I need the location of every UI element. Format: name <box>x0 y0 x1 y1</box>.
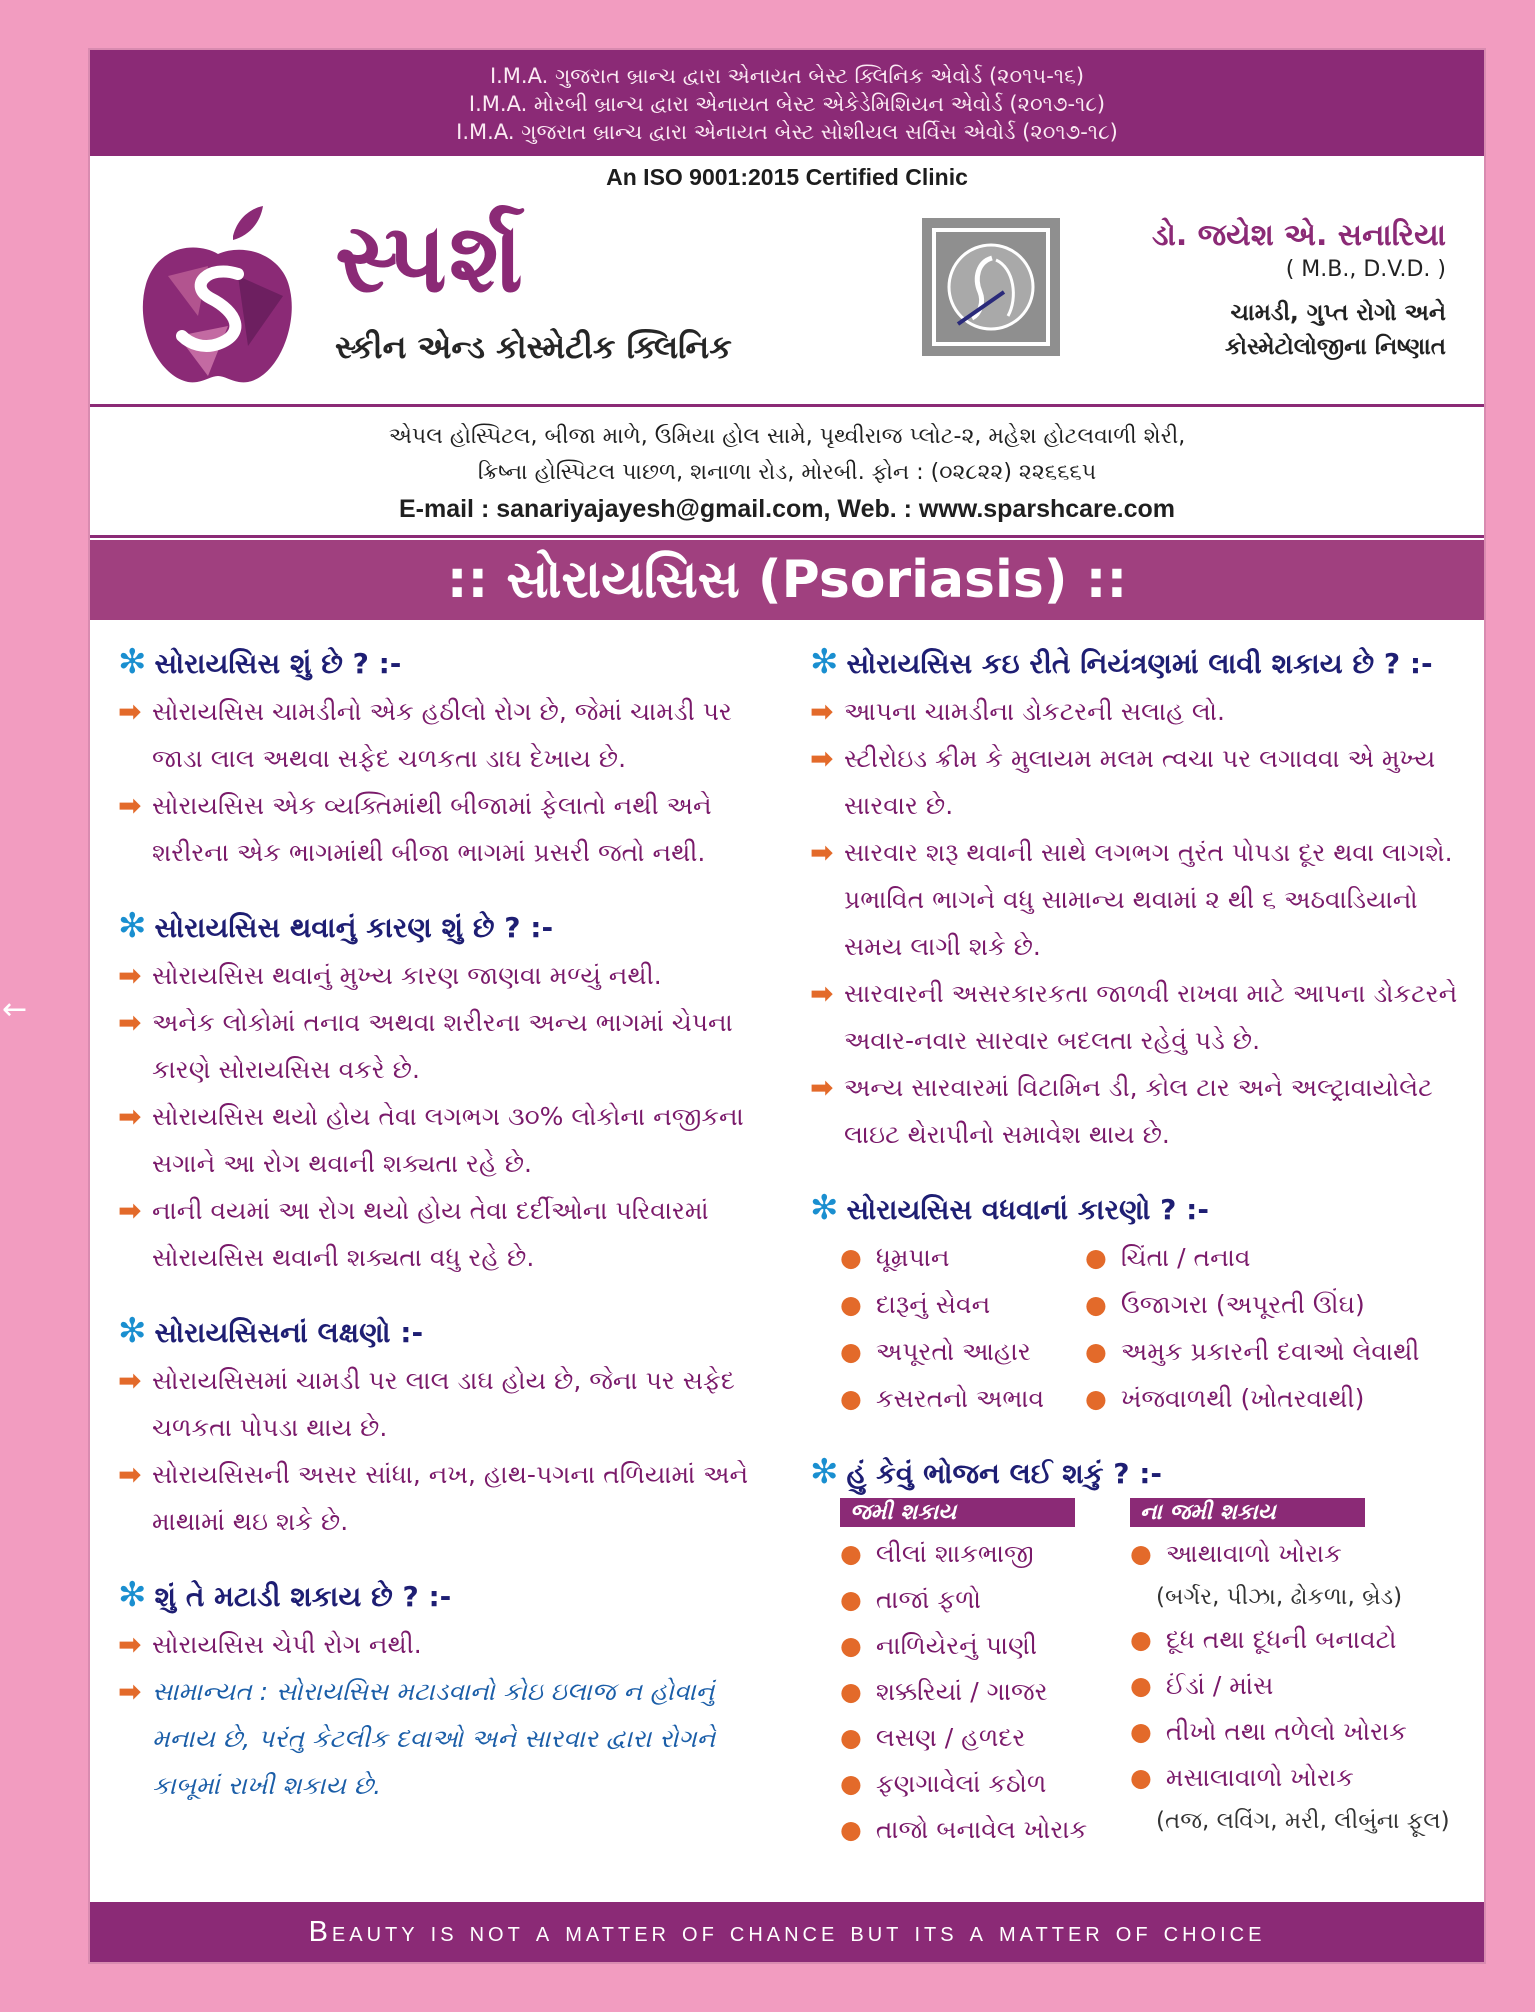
bullet-icon: ● <box>1085 1384 1107 1413</box>
aggravating-list <box>840 1234 1460 1422</box>
section-heading-text: સોરાયસિસ કઇ રીતે નિયંત્રણમાં લાવી શકાય છે ? :- <box>846 647 1433 680</box>
list-item-text: અપૂરતો આહાર <box>875 1337 1031 1366</box>
left-column <box>118 630 758 1839</box>
section-heading <box>810 1188 1460 1228</box>
list-item <box>1085 1281 1425 1328</box>
list-item-text: સોરાયસિસમાં ચામડી પર લાલ ડાઘ હોય છે, જેના પર સફેદ ચળકતા પોપડા થાય છે. <box>152 1366 735 1442</box>
list-item <box>1130 1663 1460 1709</box>
poster <box>90 50 1484 1962</box>
doctor-emblem-icon <box>922 218 1060 356</box>
list-item-text: ચિંતા / તનાવ <box>1120 1243 1251 1272</box>
can-eat-header: જમી શકાય <box>840 1498 1075 1527</box>
list-item <box>118 782 758 876</box>
list-item <box>118 952 758 999</box>
bullet-icon: ● <box>1130 1625 1152 1654</box>
bullet-icon: ● <box>840 1677 862 1706</box>
list-item <box>118 1093 758 1187</box>
can-eat-column <box>840 1498 1130 1853</box>
address-line: ક્રિષ્ના હોસ્પિટલ પાછળ, શનાળા રોડ, મોરબી. ફોન : (૦૨૮૨૨) ૨૨૬૬૬૫ <box>477 460 1097 485</box>
bullet-icon: ● <box>840 1243 862 1272</box>
list-item <box>1085 1328 1425 1375</box>
list-item-text: સારવાર શરૂ થવાની સાથે લગભગ તુરંત પોપડા દૂર થવા લાગશે. પ્રભાવિત ભાગને વધુ સામાન્ય થવામાં ૨ થી ૬ અઠવાડિયાનો સમય લાગી શકે છે. <box>844 838 1453 961</box>
list-item <box>840 1577 1130 1623</box>
left-arrow-icon: ← <box>2 992 28 1027</box>
list-item-text: નાની વયમાં આ રોગ થયો હોય તેવા દર્દીઓના પરિવારમાં સોરાયસિસ થવાની શક્યતા વધુ રહે છે. <box>152 1196 709 1272</box>
awards-banner <box>90 50 1484 156</box>
arrow-icon: ➡ <box>118 1675 142 1708</box>
arrow-icon: ➡ <box>810 695 834 728</box>
list-item-text: તાજો બનાવેલ ખોરાક <box>875 1815 1088 1844</box>
section-heading-text: સોરાયસિસ શું છે ? :- <box>154 647 402 680</box>
section-heading-text: સોરાયસિસનાં લક્ષણો :- <box>154 1316 424 1349</box>
bullet-icon: ● <box>840 1585 862 1614</box>
list-item <box>810 829 1460 970</box>
list-item-text: અમુક પ્રકારની દવાઓ લેવાથી <box>1120 1337 1420 1366</box>
bullet-icon: ● <box>840 1815 862 1844</box>
list-item-note: (તજ, લવિંગ, મરી, લીબુંના ફૂલ) <box>1156 1808 1450 1834</box>
list-item <box>118 1451 758 1545</box>
arrow-icon: ➡ <box>118 789 142 822</box>
doctor-info <box>1152 218 1446 364</box>
list-item <box>118 688 758 782</box>
section-symptoms <box>118 1311 758 1545</box>
list-item-text: સોરાયસિસ એક વ્યક્તિમાંથી બીજામાં ફેલાતો નથી અને શરીરના એક ભાગમાંથી બીજા ભાગમાં પ્રસરી જતો નથી. <box>152 791 712 867</box>
list-item <box>810 970 1460 1064</box>
speciality-line: ચામડી, ગુપ્ત રોગો અને <box>1230 300 1446 326</box>
bullet-icon: ● <box>1130 1763 1152 1792</box>
asterisk-icon: ✻ <box>810 642 839 682</box>
section-heading-text: હું કેવું ભોજન લઈ શકું ? :- <box>846 1457 1163 1490</box>
section-diet <box>810 1452 1460 1853</box>
section-curable <box>118 1575 758 1809</box>
list-item-text: લીલાં શાકભાજી <box>875 1539 1034 1568</box>
list-item-text: સોરાયસિસ ચેપી રોગ નથી. <box>152 1630 422 1659</box>
contact-line: E-mail : sanariyajayesh@gmail.com, Web. : www.sparshcare.com <box>398 495 1176 523</box>
list-item <box>118 999 758 1093</box>
bullet-icon: ● <box>840 1769 862 1798</box>
section-control <box>810 642 1460 1158</box>
section-heading <box>118 1311 758 1351</box>
list-item-text: આપના ચામડીના ડોકટરની સલાહ લો. <box>844 697 1225 726</box>
list-item-text: દારૂનું સેવન <box>875 1290 991 1319</box>
list-item-text: સોરાયસિસ થયો હોય તેવા લગભગ ૩૦% લોકોના નજીકના સગાને આ રોગ થવાની શક્યતા રહે છે. <box>152 1102 744 1178</box>
asterisk-icon: ✻ <box>810 1452 839 1492</box>
list-item-text: શક્કરિયાં / ગાજર <box>875 1677 1048 1706</box>
list-item <box>810 735 1460 829</box>
list-item-text: આથાવાળો ખોરાક <box>1165 1539 1342 1568</box>
list-item <box>118 1357 758 1451</box>
clinic-header <box>90 156 1484 404</box>
list-item-text: સામાન્યત : સોરાયસિસ મટાડવાનો કોઇ ઇલાજ ન હોવાનું મનાય છે, પરંતુ કેટલીક દવાઓ અને સારવાર દ્વારા રોગને કાબૂમાં રાખી શકાય છે. <box>152 1677 716 1800</box>
list-item <box>1085 1234 1425 1281</box>
bullet-icon: ● <box>840 1290 862 1319</box>
address-block <box>90 404 1484 538</box>
list-item-text: કસરતનો અભાવ <box>875 1384 1045 1413</box>
bullet-icon: ● <box>840 1723 862 1752</box>
bullet-icon: ● <box>1130 1717 1152 1746</box>
list-item-text: તીખો તથા તળેલો ખોરાક <box>1165 1717 1407 1746</box>
list-item <box>810 688 1460 735</box>
section-heading <box>810 1452 1460 1492</box>
section-heading <box>118 906 758 946</box>
asterisk-icon: ✻ <box>118 906 147 946</box>
list-item-text: સોરાયસિસ ચામડીનો એક હઠીલો રોગ છે, જેમાં ચામડી પર જાડા લાલ અથવા સફેદ ચળકતા ડાઘ દેખાય છે. <box>152 697 732 773</box>
section-causes <box>118 906 758 1281</box>
list-item <box>840 1234 1085 1281</box>
arrow-icon: ➡ <box>118 1628 142 1661</box>
bullet-icon: ● <box>1130 1539 1152 1568</box>
list-item <box>118 1621 758 1668</box>
iso-certification: An ISO 9001:2015 Certified Clinic <box>606 164 968 190</box>
arrow-icon: ➡ <box>118 1364 142 1397</box>
right-column <box>810 630 1460 1883</box>
section-heading <box>810 642 1460 682</box>
list-item-text: સારવારની અસરકારકતા જાળવી રાખવા માટે આપના ડોકટરને અવાર-નવાર સારવાર બદલતા રહેવું પડે છે. <box>844 979 1458 1055</box>
section-heading-text: શું તે મટાડી શકાય છે ? :- <box>154 1580 452 1613</box>
list-item <box>840 1281 1085 1328</box>
arrow-icon: ➡ <box>118 1194 142 1227</box>
list-item <box>840 1375 1085 1422</box>
section-heading <box>118 642 758 682</box>
award-line: I.M.A. મોરબી બ્રાન્ચ દ્વારા એનાયત બેસ્ટ એકેડેમિશિયન એવોર્ડ (૨૦૧૭-૧૮) <box>468 92 1106 116</box>
list-item <box>1085 1375 1425 1422</box>
section-heading <box>118 1575 758 1615</box>
list-item <box>840 1328 1085 1375</box>
list-item-note: (બર્ગર, પીઝા, ઢોકળા, બ્રેડ) <box>1156 1584 1403 1610</box>
list-item <box>810 1064 1460 1158</box>
section-aggravating <box>810 1188 1460 1422</box>
list-item <box>840 1761 1130 1807</box>
bullet-icon: ● <box>1085 1290 1107 1319</box>
list-item <box>840 1623 1130 1669</box>
bullet-icon: ● <box>840 1539 862 1568</box>
cannot-eat-header: ના જમી શકાય <box>1130 1498 1365 1527</box>
arrow-icon: ➡ <box>118 1006 142 1039</box>
page-title: :: સોરાયસિસ (Psoriasis) :: <box>90 540 1484 620</box>
list-item-text: તાજાં ફળો <box>875 1585 981 1614</box>
asterisk-icon: ✻ <box>118 642 147 682</box>
bullet-icon: ● <box>840 1337 862 1366</box>
arrow-icon: ➡ <box>118 695 142 728</box>
list-item <box>1130 1755 1460 1801</box>
list-item-text: અનેક લોકોમાં તનાવ અથવા શરીરના અન્ય ભાગમાં ચેપના કારણે સોરાયસિસ વકરે છે. <box>152 1008 733 1084</box>
list-item-text: સોરાયસિસની અસર સાંધા, નખ, હાથ-પગના તળિયામાં અને માથામાં થઇ શકે છે. <box>152 1460 749 1536</box>
arrow-icon: ➡ <box>810 742 834 775</box>
award-line: I.M.A. ગુજરાત બ્રાન્ચ દ્વારા એનાયત બેસ્ટ સોશીયલ સર્વિસ એવોર્ડ (૨૦૧૭-૧૮) <box>456 120 1118 144</box>
list-item-text: નાળિયેરનું પાણી <box>875 1631 1038 1660</box>
brand-name: સ્પર્શ <box>335 202 525 314</box>
arrow-icon: ➡ <box>810 836 834 869</box>
asterisk-icon: ✻ <box>810 1188 839 1228</box>
section-heading-text: સોરાયસિસ વધવાનાં કારણો ? :- <box>846 1193 1209 1226</box>
speciality-line: કોસ્મેટોલોજીના નિષ્ણાત <box>1224 334 1446 360</box>
diet-table <box>840 1498 1460 1853</box>
bullet-icon: ● <box>840 1631 862 1660</box>
list-item <box>840 1669 1130 1715</box>
list-item <box>1130 1709 1460 1755</box>
section-heading-text: સોરાયસિસ થવાનું કારણ શું છે ? :- <box>154 911 554 944</box>
arrow-icon: ➡ <box>118 1458 142 1491</box>
list-item <box>1130 1531 1460 1577</box>
list-item-text: ઉજાગરા (અપૂરતી ઊંઘ) <box>1120 1290 1365 1319</box>
bullet-icon: ● <box>1085 1243 1107 1272</box>
bullet-icon: ● <box>1085 1337 1107 1366</box>
bullet-icon: ● <box>840 1384 862 1413</box>
list-item <box>118 1668 758 1809</box>
list-item-text: ખંજવાળથી (ખોતરવાથી) <box>1120 1384 1365 1413</box>
section-what-is <box>118 642 758 876</box>
bullet-icon: ● <box>1130 1671 1152 1700</box>
list-item <box>118 1187 758 1281</box>
list-item-text: દૂધ તથા દૂધની બનાવટો <box>1165 1625 1397 1654</box>
list-item-text: મસાલાવાળો ખોરાક <box>1165 1763 1354 1792</box>
address-line: એપલ હોસ્પિટલ, બીજા માળે, ઉમિયા હોલ સામે, પૃથ્વીરાજ પ્લોટ-૨, મહેશ હોટલવાળી શેરી, <box>388 424 1186 449</box>
list-item-text: લસણ / હળદર <box>875 1723 1026 1752</box>
list-item <box>840 1715 1130 1761</box>
list-item-text: સોરાયસિસ થવાનું મુખ્ય કારણ જાણવા મળ્યું નથી. <box>152 961 662 990</box>
list-item-text: ધૂમ્રપાન <box>875 1243 950 1272</box>
asterisk-icon: ✻ <box>118 1311 147 1351</box>
list-item-text: સ્ટીરોઇડ ક્રીમ કે મુલાયમ મલમ ત્વચા પર લગાવવા એ મુખ્ય સારવાર છે. <box>844 744 1436 820</box>
award-line: I.M.A. ગુજરાત બ્રાન્ચ દ્વારા એનાયત બેસ્ટ ક્લિનિક એવોર્ડ (૨૦૧૫-૧૬) <box>489 64 1085 88</box>
list-item <box>840 1531 1130 1577</box>
list-item <box>840 1807 1130 1853</box>
arrow-icon: ➡ <box>810 977 834 1010</box>
asterisk-icon: ✻ <box>118 1575 147 1615</box>
doctor-speciality <box>1152 296 1446 364</box>
list-item-text: અન્ય સારવારમાં વિટામિન ડી, કોલ ટાર અને અલ્ટ્રાવાયોલેટ લાઇટ થેરાપીનો સમાવેશ થાય છે. <box>844 1073 1433 1149</box>
list-item <box>1130 1617 1460 1663</box>
doctor-qualification: ( M.B., D.V.D. ) <box>1285 257 1446 282</box>
content-columns <box>90 620 1484 1925</box>
doctor-name: ડો. જયેશ એ. સનારિયા <box>1151 218 1446 253</box>
brand-subtitle: સ્કીન એન્ડ કોસ્મેટીક ક્લિનિક <box>335 328 732 366</box>
arrow-icon: ➡ <box>118 1100 142 1133</box>
arrow-icon: ➡ <box>810 1071 834 1104</box>
list-item-text: ફણગાવેલાં કઠોળ <box>875 1769 1047 1798</box>
arrow-icon: ➡ <box>118 959 142 992</box>
list-item-text: ઈંડાં / માંસ <box>1165 1671 1274 1700</box>
apple-logo-icon <box>138 206 298 386</box>
footer-tagline: Beauty is not a matter of chance but its a matter of choice <box>90 1902 1484 1962</box>
cannot-eat-column <box>1130 1498 1460 1853</box>
